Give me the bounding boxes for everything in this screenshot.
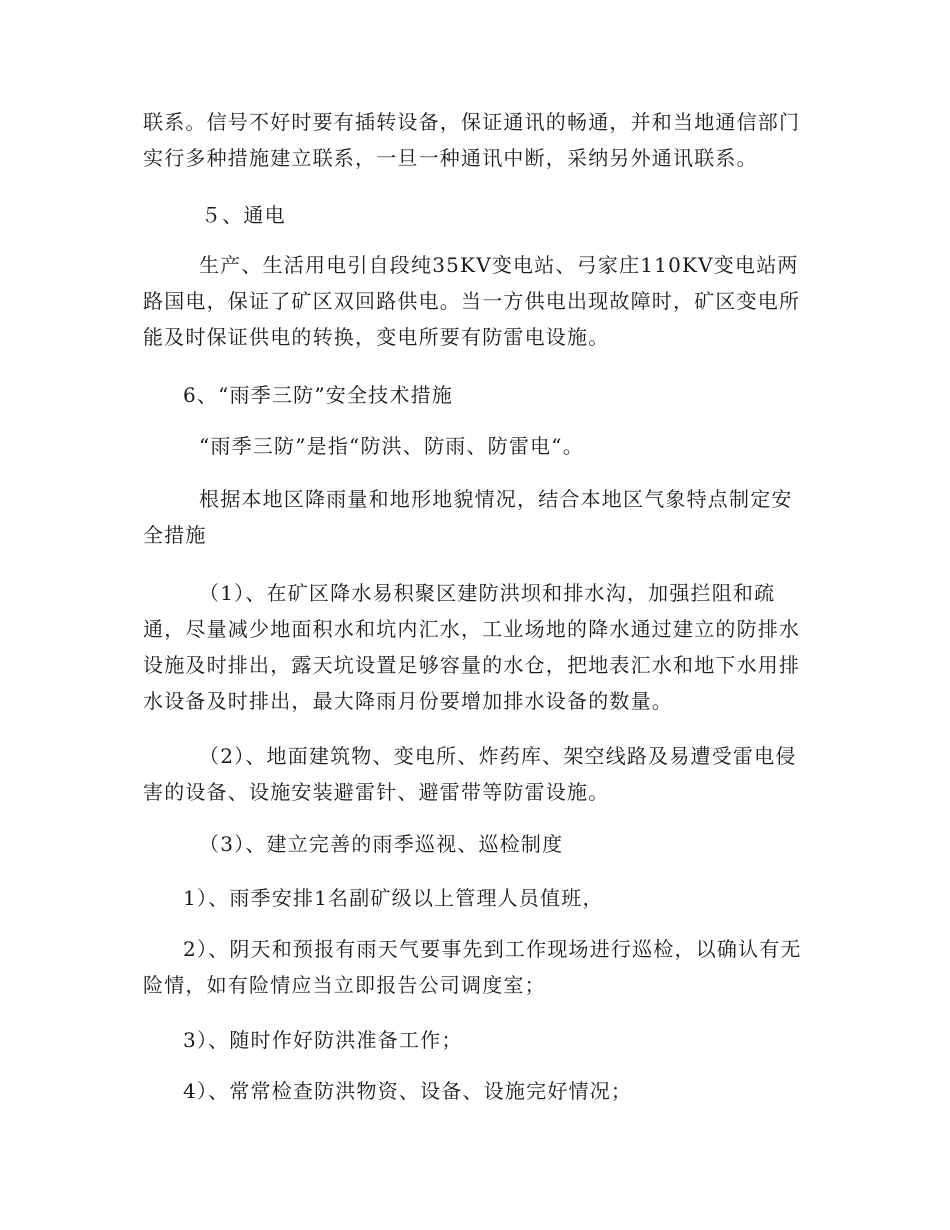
heading-power-supply: ５、通电 <box>201 203 286 227</box>
list-item-1: 1）、雨季安排1名副矿级以上管理人员值班， <box>183 886 604 910</box>
paragraph-measure-2: （2）、地面建筑物、变电所、炸药库、架空线路及易遭受雷电侵害的设备、设施安装避雷针、避雷带等防雷设施。 <box>143 744 797 804</box>
paragraph-measure-1: （1）、在矿区降水易积聚区建防洪坝和排水沟，加强拦阻和疏通，尽量减少地面积水和坑内汇水，工业场地的降水通过建立的防排水设施及时排出，露天坑设置足够容量的水仓，把地表汇水和地下水用排水设备及时排出，最大降雨月份要增加排水设备的数量。 <box>143 581 801 713</box>
paragraph-three-defenses-definition: “雨季三防”是指“防洪、防雨、防雷电“。 <box>199 434 584 458</box>
heading-rain-season-measures: 6、“雨季三防”安全技术措施 <box>183 383 453 407</box>
list-item-4: 4）、常常检查防洪物资、设备、设施完好情况； <box>183 1079 633 1103</box>
list-item-2: 2）、阴天和预报有雨天气要事先到工作现场进行巡检，以确认有无险情，如有险情应当立即报告公司调度室； <box>143 937 802 997</box>
paragraph-measure-3: （3）、建立完善的雨季巡视、巡检制度 <box>199 832 564 856</box>
paragraph-safety-measures-intro: 根据本地区降雨量和地形地貌情况，结合本地区气象特点制定安全措施 <box>143 487 793 547</box>
paragraph-power-supply: 生产、生活用电引自段纯35KV变电站、弓家庄110KV变电站两路国电，保证了矿区双回路供电。当一方供电出现故障时，矿区变电所能及时保证供电的转换，变电所要有防雷电设施。 <box>143 253 801 349</box>
list-item-3: 3）、随时作好防洪准备工作； <box>183 1028 463 1052</box>
paragraph-communication-continued: 联系。信号不好时要有插转设备，保证通讯的畅通，并和当地通信部门实行多种措施建立联系，一旦一种通讯中断，采纳另外通讯联系。 <box>143 110 801 170</box>
